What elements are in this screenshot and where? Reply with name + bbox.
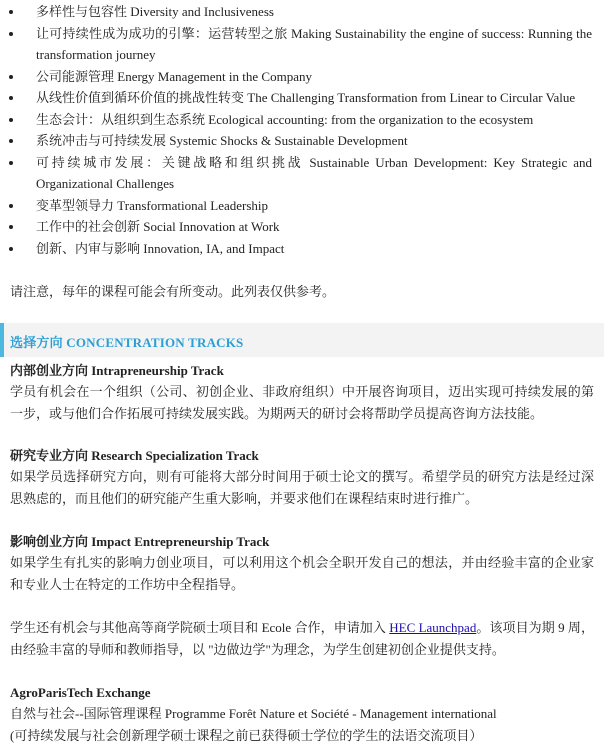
bullet-icon xyxy=(9,247,13,251)
list-item: 让可持续性成为成功的引擎：运营转型之旅 Making Sustainability the engine of success: Running the transformation journey xyxy=(0,23,600,66)
bullet-icon xyxy=(9,75,13,79)
launchpad-paragraph xyxy=(10,617,594,661)
track-description: 如果学员选择研究方向，则有可能将大部分时间用于硕士论文的撰写。希望学员的研究方法是经过深思熟虑的，而且他们的研究能产生重大影响，并要求他们在课程结束时进行推广。 xyxy=(10,469,594,506)
section-title: 选择方向 CONCENTRATION TRACKS xyxy=(10,335,244,350)
bullet-icon xyxy=(9,96,13,100)
exchange-note: (可持续发展与社会创新理学硕士课程之前已获得硕士学位的学生的法语交流项目） xyxy=(10,728,483,743)
track-title: 内部创业方向 Intrapreneurship Track xyxy=(10,363,224,378)
track-description: 学员有机会在一个组织（公司、初创企业、非政府组织）中开展咨询项目，迈出实现可持续发展的第一步，或与他们合作拓展可持续发展实践。为期两天的研讨会将帮助学员提高咨询方法技能。 xyxy=(10,384,594,421)
course-list xyxy=(0,1,600,259)
list-item: 多样性与包容性 Diversity and Inclusiveness xyxy=(0,1,600,23)
list-item: 工作中的社会创新 Social Innovation at Work xyxy=(0,216,600,238)
exchange-title: AgroParisTech Exchange xyxy=(10,685,151,700)
list-item: 变革型领导力 Transformational Leadership xyxy=(0,195,600,217)
list-item: 可持续城市发展：关键战略和组织挑战 Sustainable Urban Development: Key Strategic and Organizational Challenges xyxy=(0,152,600,195)
bullet-icon xyxy=(9,225,13,229)
list-item: 生态会计：从组织到生态系统 Ecological accounting: from the organization to the ecosystem xyxy=(0,109,600,131)
agroparistech-exchange xyxy=(10,683,594,745)
list-item: 系统冲击与可持续发展 Systemic Shocks & Sustainable Development xyxy=(0,130,600,152)
track-title: 影响创业方向 Impact Entrepreneurship Track xyxy=(10,534,270,549)
research-track xyxy=(10,446,594,510)
bullet-icon xyxy=(9,118,13,122)
bullet-icon xyxy=(9,10,13,14)
exchange-line: 自然与社会--国际管理课程 Programme Forêt Nature et Société - Management international xyxy=(10,706,497,721)
track-description: 如果学生有扎实的影响力创业项目，可以利用这个机会全职开发自己的想法，并由经验丰富的企业家和专业人士在特定的工作坊中全程指导。 xyxy=(10,555,594,592)
intrapreneurship-track xyxy=(10,361,594,425)
bullet-icon xyxy=(9,161,13,165)
impact-track xyxy=(10,532,594,596)
bullet-icon xyxy=(9,139,13,143)
list-item: 创新、内审与影响 Innovation, IA, and Impact xyxy=(0,238,600,260)
hec-launchpad-link[interactable]: HEC Launchpad xyxy=(389,620,477,635)
bullet-icon xyxy=(9,204,13,208)
track-title: 研究专业方向 Research Specialization Track xyxy=(10,448,259,463)
section-header xyxy=(0,323,604,357)
list-item: 从线性价值到循环价值的挑战性转变 The Challenging Transformation from Linear to Circular Value xyxy=(0,87,600,109)
launchpad-text: 学生还有机会与其他高等商学院硕士项目和 Ecole 合作，申请加入 HEC Launchpad。该项目为期 9 周，由经验丰富的导师和教师指导，以 "边做边学"为理念，为学生创建初创企业提供支持。 xyxy=(10,620,594,657)
notice-text: 请注意，每年的课程可能会有所变动。此列表仅供参考。 xyxy=(10,284,336,299)
list-item: 公司能源管理 Energy Management in the Company xyxy=(0,66,600,88)
bullet-icon xyxy=(9,32,13,36)
